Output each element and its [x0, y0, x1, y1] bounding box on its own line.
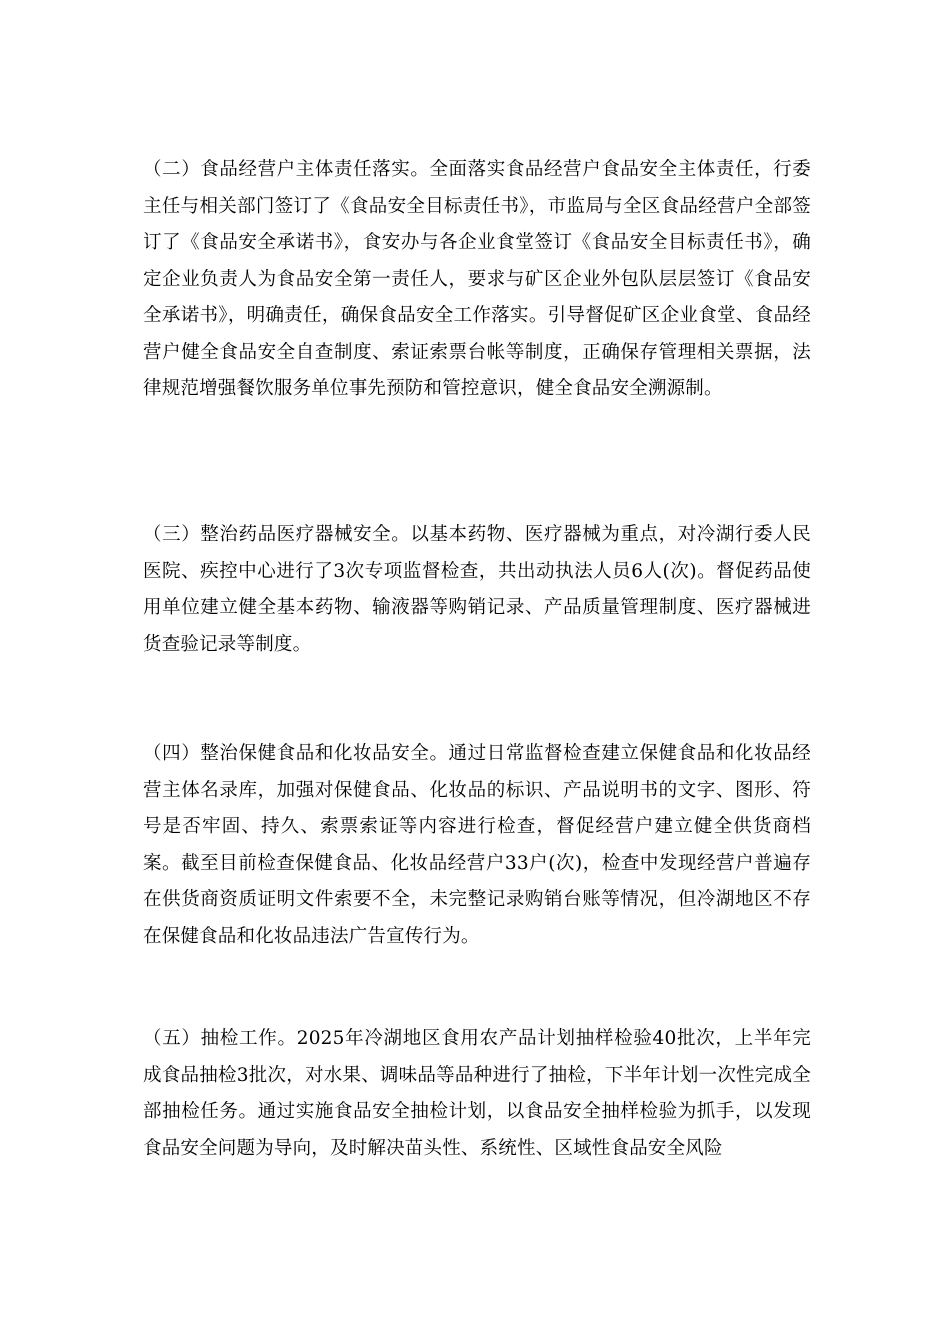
paragraph-sampling-inspection: （五）抽检工作。2025年冷湖地区食用农产品计划抽样检验40批次，上半年完成食品抽检3批次，对水果、调味品等品种进行了抽检，下半年计划一次性完成全部抽检任务。通过实施食品安全抽检计划，以食品安全抽样检验为抓手，以发现食品安全问题为导向，及时解决苗头性、系统性、区域性食品安全风险 [143, 1028, 811, 1159]
paragraph-drug-medical-device-safety: （三）整治药品医疗器械安全。以基本药物、医疗器械为重点，对冷湖行委人民医院、疾控中心进行了3次专项监督检查，共出动执法人员6人(次)。督促药品使用单位建立健全基本药物、输液器等购销记录、产品质量管理制度、医疗器械进货查验记录等制度。 [143, 524, 811, 655]
paragraph-food-business-responsibility: （二）食品经营户主体责任落实。全面落实食品经营户食品安全主体责任，行委主任与相关部门签订了《食品安全目标责任书》，市监局与全区食品经营户全部签订了《食品安全承诺书》，食安办与各企业食堂签订《食品安全目标责任书》，确定企业负责人为食品安全第一责任人，要求与矿区企业外包队层层签订《食品安全承诺书》，明确责任，确保食品安全工作落实。引导督促矿区企业食堂、食品经营户健全食品安全自查制度、索证索票台帐等制度，正确保存管理相关票据，法律规范增强餐饮服务单位事先预防和管控意识，健全食品安全溯源制。 [143, 159, 811, 399]
paragraph-health-food-cosmetics-safety: （四）整治保健食品和化妆品安全。通过日常监督检查建立保健食品和化妆品经营主体名录库，加强对保健食品、化妆品的标识、产品说明书的文字、图形、符号是否牢固、持久、索票索证等内容进行检查，督促经营户建立健全供货商档案。截至目前检查保健食品、化妆品经营户33户(次)，检查中发现经营户普遍存在供货商资质证明文件索要不全，未完整记录购销台账等情况，但冷湖地区不存在保健食品和化妆品违法广告宣传行为。 [143, 743, 811, 947]
